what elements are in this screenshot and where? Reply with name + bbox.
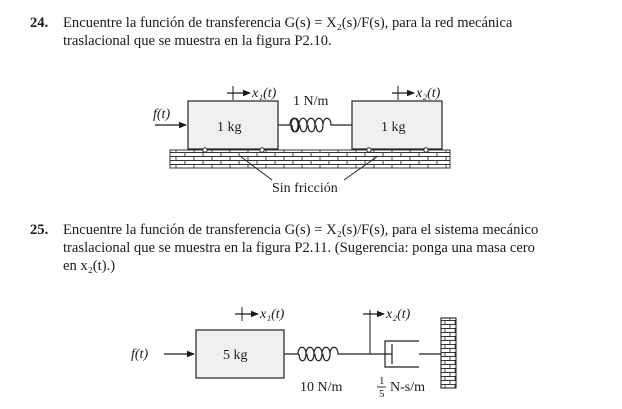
frictionless-label: Sin fricción bbox=[272, 181, 338, 196]
mass-1-label: 1 kg bbox=[217, 120, 242, 135]
damper-fraction-numerator: 1 bbox=[379, 375, 385, 387]
x2-label: x₂(t) bbox=[416, 86, 441, 101]
statement-line: traslacional que se muestra en la figura P2.10. bbox=[63, 33, 332, 49]
damper-unit: N-s/m bbox=[390, 380, 425, 395]
statement-line: en x₂(t).) bbox=[63, 258, 116, 274]
problem-number: 25. bbox=[30, 222, 49, 238]
damper bbox=[370, 341, 441, 367]
spring bbox=[284, 347, 370, 361]
figure-p2-11 bbox=[131, 307, 456, 400]
statement-line: Encuentre la función de transferencia G(s) = X₂(s)/F(s), para la red mecánica bbox=[63, 15, 513, 31]
x1-label: x₁(t) bbox=[252, 86, 277, 101]
spring-label: 10 N/m bbox=[300, 380, 343, 395]
figure-p2-10 bbox=[153, 86, 450, 196]
frictionless-ground bbox=[170, 150, 450, 168]
x2-label: x₂(t) bbox=[386, 307, 411, 322]
mass-label: 5 kg bbox=[223, 348, 248, 363]
mass-2-label: 1 kg bbox=[381, 120, 406, 135]
problem-number: 24. bbox=[30, 15, 49, 31]
spring-1 bbox=[278, 118, 352, 132]
statement-line: Encuentre la función de transferencia G(s) = X₂(s)/F(s), para el sistema mecánico bbox=[63, 222, 539, 238]
statement-line: traslacional que se muestra en la figura P2.11. (Sugerencia: ponga una masa cero bbox=[63, 240, 535, 256]
x1-label: x₁(t) bbox=[260, 307, 285, 322]
damper-fraction-denominator: 5 bbox=[379, 388, 385, 400]
force-label: f(t) bbox=[153, 107, 171, 122]
fixed-wall bbox=[441, 318, 456, 388]
spring-1-label: 1 N/m bbox=[293, 94, 329, 109]
force-label: f(t) bbox=[131, 347, 149, 362]
